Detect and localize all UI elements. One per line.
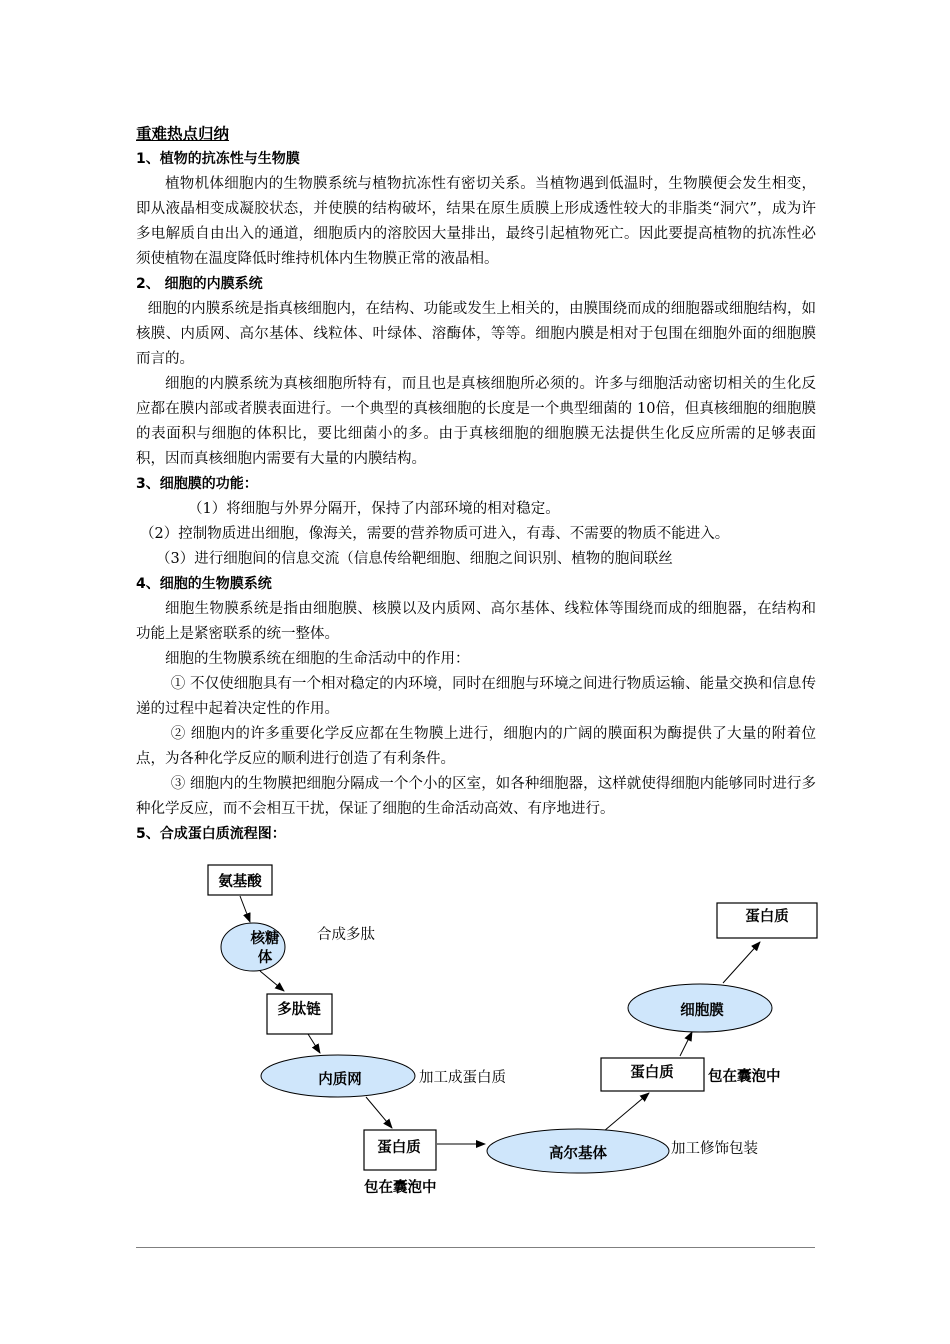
paragraph: 细胞的内膜系统是指真核细胞内，在结构、功能或发生上相关的，由膜围绕而成的细胞器或细胞结构，如核膜、内质网、高尔基体、线粒体、叶绿体、溶酶体，等等。细胞内膜是相对于包围在细胞外面的细胞膜而言的。 (136, 301, 816, 367)
footer-divider (136, 1247, 815, 1248)
paragraph: 细胞生物膜系统是指由细胞膜、核膜以及内质网、高尔基体、线粒体等围绕而成的细胞器，在结构和功能上是紧密联系的统一整体。 (136, 601, 816, 642)
note-vesicle-2: 包在囊泡中 (708, 1069, 781, 1085)
section-heading-2: 2、 细胞的内膜系统 (136, 276, 263, 292)
node-amino-acid: 氨基酸 (218, 874, 262, 890)
arrow-golgi-to-vesicle (604, 1093, 649, 1131)
section-heading-3: 3、细胞膜的功能： (136, 476, 258, 492)
paragraph: ① 不仅使细胞具有一个相对稳定的内环境，同时在细胞与环境之间进行物质运输、能量交换和信息传递的过程中起着决定性的作用。 (136, 676, 816, 717)
node-golgi: 高尔基体 (549, 1146, 607, 1162)
arrow-membrane-to-protein (723, 942, 760, 983)
section-heading-1: 1、植物的抗冻性与生物膜 (136, 151, 300, 167)
list-item: （1）将细胞与外界分隔开，保持了内部环境的相对稳定。 (188, 501, 560, 517)
node-ribosome-line2: 体 (257, 950, 273, 966)
node-polypeptide: 多肽链 (277, 1002, 321, 1018)
list-item: （2）控制物质进出细胞，像海关，需要的营养物质可进入，有毒、不需要的物质不能进入。 (140, 526, 730, 542)
arrow-vesicle-to-membrane (680, 1032, 692, 1056)
paragraph: 细胞的生物膜系统在细胞的生命活动中的作用： (165, 651, 470, 667)
node-protein3: 蛋白质 (745, 909, 789, 925)
node-er: 内质网 (318, 1072, 362, 1088)
paragraph: ③ 细胞内的生物膜把细胞分隔成一个个小的区室，如各种细胞器，这样就使得细胞内能够同时进行多种化学反应，而不会相互干扰，保证了细胞的生命活动高效、有序地进行。 (136, 776, 816, 817)
note-process-er: 加工成蛋白质 (419, 1070, 506, 1086)
section-heading-5: 5、合成蛋白质流程图： (136, 826, 286, 842)
arrow-polypeptide-to-er (308, 1034, 320, 1053)
paragraph: 植物机体细胞内的生物膜系统与植物抗冻性有密切关系。当植物遇到低温时，生物膜便会发生相变，即从液晶相变成凝胶状态，并使膜的结构破坏，结果在原生质膜上形成透性较大的非脂类“洞穴”，成为许多电解质自由出入的通道，细胞质内的溶胶因大量排出，最终引起植物死亡。因此要提高植物的抗冻性必须使植物在温度降低时维持机体内生物膜正常的液晶相。 (136, 176, 816, 267)
node-ribosome-line1: 核糖 (250, 931, 280, 947)
page-title: 重难热点归纳 (136, 125, 230, 143)
note-process-golgi: 加工修饰包装 (671, 1141, 758, 1157)
node-membrane: 细胞膜 (680, 1003, 724, 1019)
arrow-amino-to-ribosome (240, 896, 250, 922)
list-item: （3）进行细胞间的信息交流（信息传给靶细胞、细胞之间识别、植物的胞间联丝 (156, 551, 673, 567)
arrow-er-to-protein (366, 1097, 392, 1128)
arrow-ribosome-to-polypeptide (260, 971, 284, 991)
paragraph: 细胞的内膜系统为真核细胞所特有，而且也是真核细胞所必须的。许多与细胞活动密切相关的生化反应都在膜内部或者膜表面进行。一个典型的真核细胞的长度是一个典型细菌的 10倍，但真核细胞的细胞膜的表面积与细胞的体积比，要比细菌小的多。由于真核细胞的细胞膜无法提供生化反应所需的足够表面积，因而真核细胞内需要有大量的内膜结构。 (136, 376, 816, 467)
node-protein2: 蛋白质 (630, 1065, 674, 1081)
note-vesicle-1: 包在囊泡中 (364, 1180, 437, 1196)
note-synthesize: 合成多肽 (317, 927, 375, 943)
node-protein1: 蛋白质 (377, 1140, 421, 1156)
paragraph: ② 细胞内的许多重要化学反应都在生物膜上进行，细胞内的广阔的膜面积为酶提供了大量的附着位点，为各种化学反应的顺利进行创造了有利条件。 (136, 726, 816, 767)
section-heading-4: 4、细胞的生物膜系统 (136, 576, 272, 592)
